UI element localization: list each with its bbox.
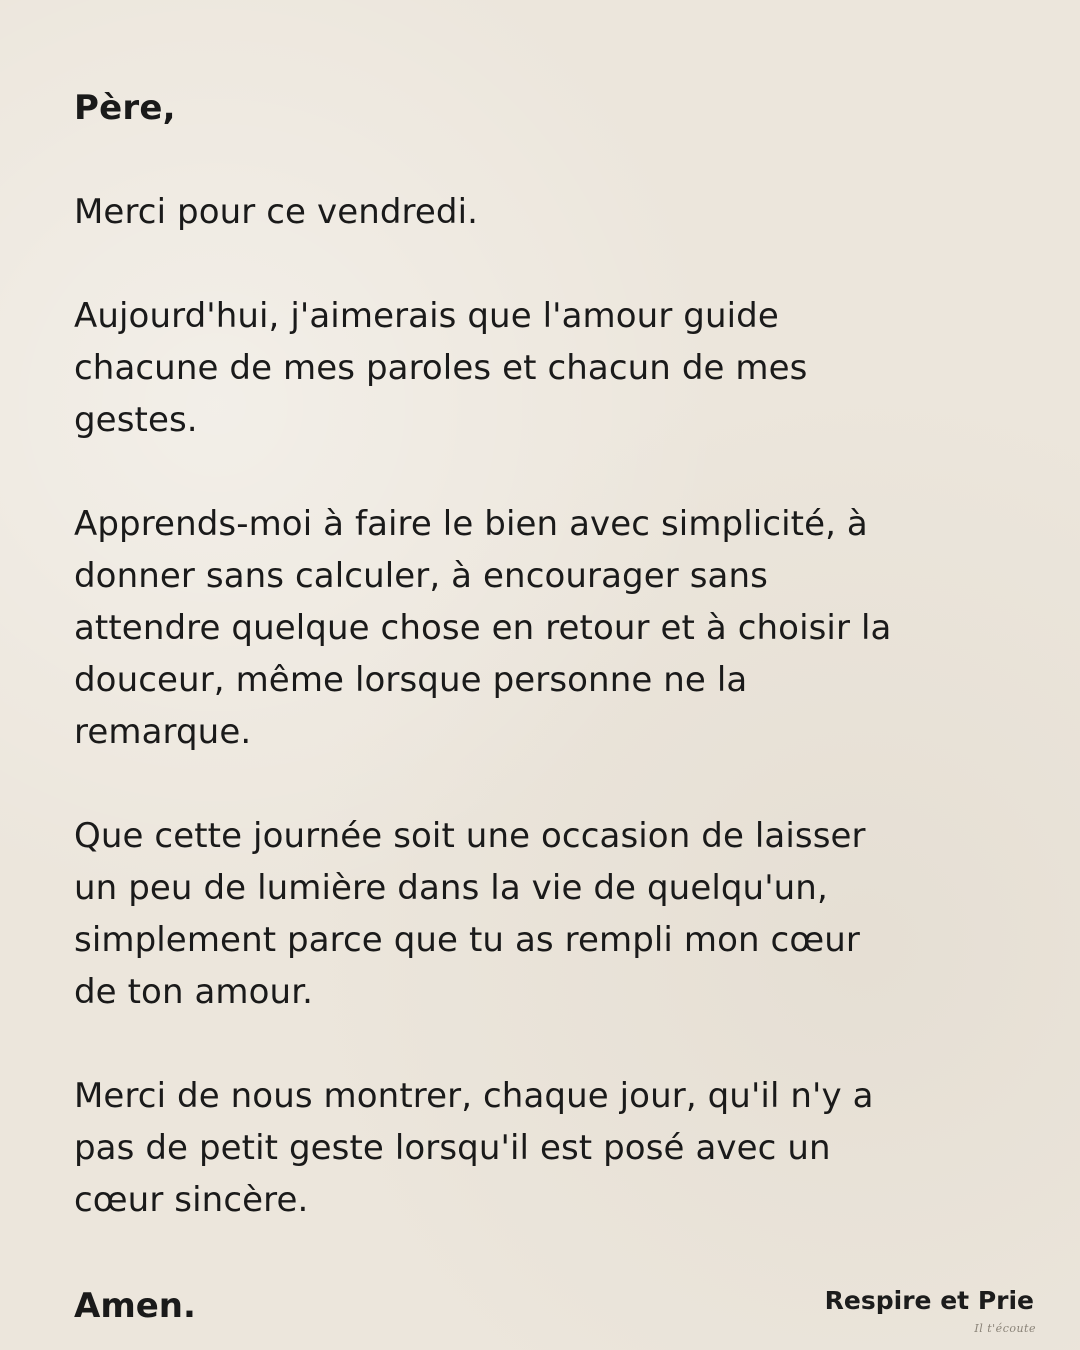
paragraph-1: Merci pour ce vendredi. bbox=[74, 192, 479, 232]
paragraph-5: Merci de nous montrer, chaque jour, qu'il n'y a pas de petit geste lorsqu'il est posé avec un cœur sincère. bbox=[74, 1076, 874, 1220]
paragraph-4: Que cette journée soit une occasion de laisser un peu de lumière dans la vie de quelqu'un, simplement parce que tu as rempli mon cœur de ton amour. bbox=[74, 816, 866, 1012]
brand-name: Respire et Prie bbox=[824, 1286, 1034, 1315]
signature: Il t'écoute bbox=[974, 1322, 1036, 1335]
paragraph-3: Apprends-moi à faire le bien avec simplicité, à donner sans calculer, à encourager sans attendre quelque chose en retour et à choisir la douceur, même lorsque personne ne la remarque. bbox=[74, 504, 892, 752]
paragraph-2: Aujourd'hui, j'aimerais que l'amour guide chacune de mes paroles et chacun de mes gestes. bbox=[74, 296, 808, 440]
greeting: Père, bbox=[74, 88, 176, 128]
prayer-text bbox=[74, 82, 1014, 1278]
closing-amen: Amen. bbox=[74, 1286, 196, 1326]
